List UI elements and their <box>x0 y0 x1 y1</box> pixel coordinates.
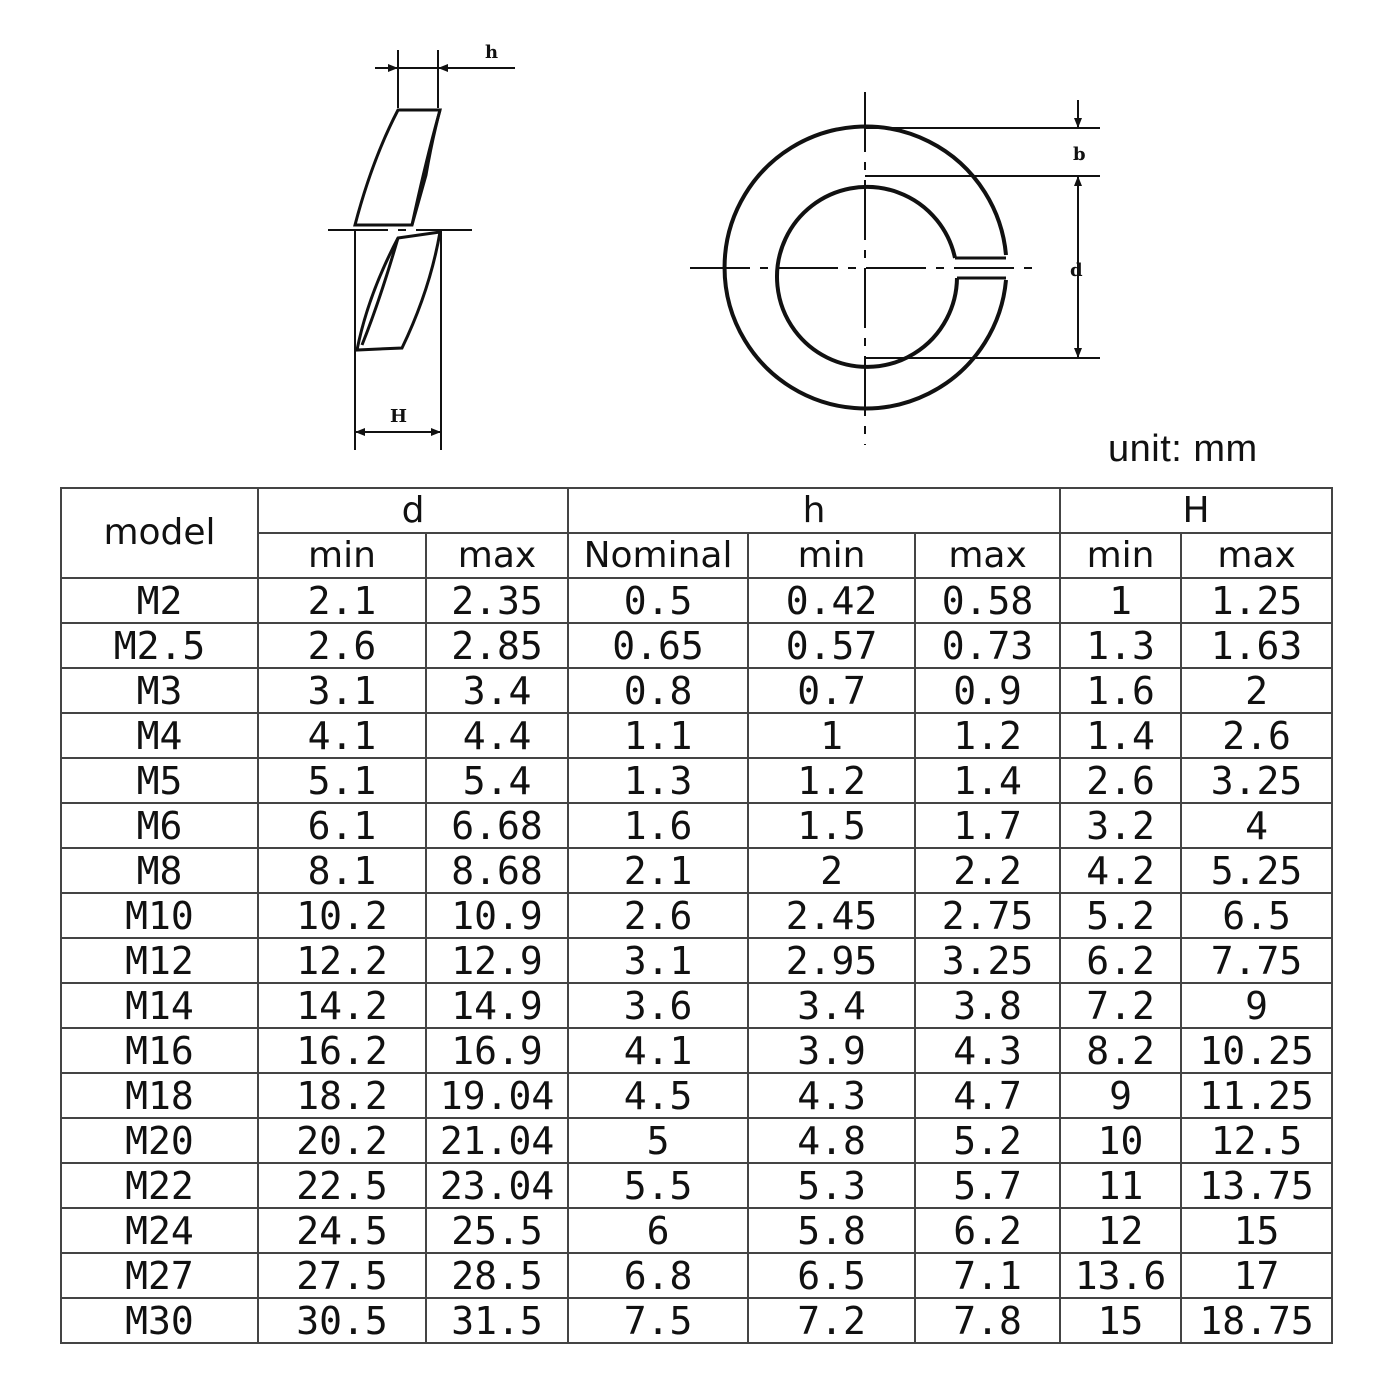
table-body <box>61 578 1332 1343</box>
cell-H-max: 9 <box>1181 983 1332 1028</box>
cell-d-max: 10.9 <box>426 893 568 938</box>
cell-d-max: 23.04 <box>426 1163 568 1208</box>
washer-technical-drawing <box>0 0 1400 480</box>
cell-H-min: 1 <box>1060 578 1181 623</box>
cell-d-min: 8.1 <box>258 848 426 893</box>
cell-d-max: 2.35 <box>426 578 568 623</box>
cell-d-max: 5.4 <box>426 758 568 803</box>
cell-H-min: 7.2 <box>1060 983 1181 1028</box>
header-group-H: H <box>1060 488 1332 533</box>
table-row <box>61 578 1332 623</box>
cell-h-nominal: 2.6 <box>568 893 748 938</box>
cell-h-max: 7.1 <box>915 1253 1060 1298</box>
cell-H-max: 5.25 <box>1181 848 1332 893</box>
cell-h-min: 4.3 <box>748 1073 915 1118</box>
cell-model: M2.5 <box>61 623 258 668</box>
cell-h-max: 1.7 <box>915 803 1060 848</box>
cell-H-max: 13.75 <box>1181 1163 1332 1208</box>
cell-H-min: 4.2 <box>1060 848 1181 893</box>
cell-model: M2 <box>61 578 258 623</box>
cell-d-max: 25.5 <box>426 1208 568 1253</box>
cell-model: M20 <box>61 1118 258 1163</box>
cell-d-min: 16.2 <box>258 1028 426 1073</box>
cell-H-max: 10.25 <box>1181 1028 1332 1073</box>
cell-h-nominal: 7.5 <box>568 1298 748 1343</box>
cell-model: M3 <box>61 668 258 713</box>
cell-model: M16 <box>61 1028 258 1073</box>
cell-h-nominal: 0.8 <box>568 668 748 713</box>
cell-h-max: 5.2 <box>915 1118 1060 1163</box>
cell-h-min: 3.9 <box>748 1028 915 1073</box>
cell-h-min: 1.5 <box>748 803 915 848</box>
cell-d-max: 2.85 <box>426 623 568 668</box>
cell-h-max: 3.8 <box>915 983 1060 1028</box>
label-d: d <box>1070 260 1083 281</box>
table-header <box>61 488 1332 578</box>
cell-h-max: 6.2 <box>915 1208 1060 1253</box>
table-row <box>61 1298 1332 1343</box>
cell-H-min: 3.2 <box>1060 803 1181 848</box>
cell-H-max: 1.63 <box>1181 623 1332 668</box>
cell-d-min: 18.2 <box>258 1073 426 1118</box>
cell-h-max: 2.75 <box>915 893 1060 938</box>
table-row <box>61 893 1332 938</box>
cell-h-min: 2.95 <box>748 938 915 983</box>
cell-d-max: 8.68 <box>426 848 568 893</box>
header-group-h: h <box>568 488 1060 533</box>
table-row <box>61 1028 1332 1073</box>
cell-H-max: 15 <box>1181 1208 1332 1253</box>
cell-d-max: 14.9 <box>426 983 568 1028</box>
header-group-d: d <box>258 488 568 533</box>
table-row <box>61 848 1332 893</box>
cell-d-max: 31.5 <box>426 1298 568 1343</box>
cell-d-max: 28.5 <box>426 1253 568 1298</box>
cell-h-nominal: 5.5 <box>568 1163 748 1208</box>
cell-H-max: 17 <box>1181 1253 1332 1298</box>
cell-d-max: 12.9 <box>426 938 568 983</box>
cell-h-nominal: 6 <box>568 1208 748 1253</box>
cell-h-max: 0.58 <box>915 578 1060 623</box>
cell-model: M12 <box>61 938 258 983</box>
header-model: model <box>61 488 258 578</box>
cell-H-max: 7.75 <box>1181 938 1332 983</box>
cell-model: M8 <box>61 848 258 893</box>
label-h: h <box>485 42 499 63</box>
cell-h-nominal: 0.65 <box>568 623 748 668</box>
header-h-min: min <box>748 533 915 578</box>
table-row <box>61 938 1332 983</box>
cell-h-nominal: 0.5 <box>568 578 748 623</box>
cell-h-min: 2.45 <box>748 893 915 938</box>
cell-h-min: 4.8 <box>748 1118 915 1163</box>
cell-h-nominal: 3.6 <box>568 983 748 1028</box>
cell-d-min: 10.2 <box>258 893 426 938</box>
cell-d-min: 5.1 <box>258 758 426 803</box>
cell-H-min: 2.6 <box>1060 758 1181 803</box>
table-row <box>61 1118 1332 1163</box>
cell-d-min: 2.1 <box>258 578 426 623</box>
cell-model: M22 <box>61 1163 258 1208</box>
cell-h-nominal: 4.5 <box>568 1073 748 1118</box>
cell-H-max: 11.25 <box>1181 1073 1332 1118</box>
cell-H-max: 2.6 <box>1181 713 1332 758</box>
cell-h-max: 1.4 <box>915 758 1060 803</box>
cell-h-min: 0.7 <box>748 668 915 713</box>
washer-side-view <box>328 50 515 450</box>
table-row <box>61 1163 1332 1208</box>
header-d-max: max <box>426 533 568 578</box>
cell-d-min: 4.1 <box>258 713 426 758</box>
cell-model: M30 <box>61 1298 258 1343</box>
cell-H-min: 1.6 <box>1060 668 1181 713</box>
cell-d-max: 21.04 <box>426 1118 568 1163</box>
cell-h-max: 7.8 <box>915 1298 1060 1343</box>
cell-d-min: 20.2 <box>258 1118 426 1163</box>
table-row <box>61 623 1332 668</box>
cell-h-nominal: 4.1 <box>568 1028 748 1073</box>
label-b: b <box>1073 144 1086 165</box>
cell-h-min: 2 <box>748 848 915 893</box>
cell-H-min: 1.3 <box>1060 623 1181 668</box>
cell-h-min: 7.2 <box>748 1298 915 1343</box>
cell-h-max: 4.7 <box>915 1073 1060 1118</box>
header-H-max: max <box>1181 533 1332 578</box>
cell-H-min: 10 <box>1060 1118 1181 1163</box>
cell-h-min: 0.42 <box>748 578 915 623</box>
header-h-nominal: Nominal <box>568 533 748 578</box>
cell-h-min: 1 <box>748 713 915 758</box>
cell-H-min: 5.2 <box>1060 893 1181 938</box>
cell-h-nominal: 5 <box>568 1118 748 1163</box>
cell-H-max: 4 <box>1181 803 1332 848</box>
cell-h-min: 0.57 <box>748 623 915 668</box>
header-h-max: max <box>915 533 1060 578</box>
cell-H-max: 12.5 <box>1181 1118 1332 1163</box>
cell-d-max: 4.4 <box>426 713 568 758</box>
cell-H-max: 18.75 <box>1181 1298 1332 1343</box>
cell-model: M5 <box>61 758 258 803</box>
cell-H-min: 13.6 <box>1060 1253 1181 1298</box>
cell-h-min: 5.3 <box>748 1163 915 1208</box>
cell-h-max: 0.9 <box>915 668 1060 713</box>
cell-d-max: 3.4 <box>426 668 568 713</box>
cell-model: M14 <box>61 983 258 1028</box>
cell-d-min: 30.5 <box>258 1298 426 1343</box>
table-row <box>61 983 1332 1028</box>
cell-H-max: 3.25 <box>1181 758 1332 803</box>
washer-front-view <box>690 92 1100 445</box>
cell-d-min: 2.6 <box>258 623 426 668</box>
cell-d-min: 12.2 <box>258 938 426 983</box>
table-row <box>61 713 1332 758</box>
cell-d-min: 6.1 <box>258 803 426 848</box>
cell-h-max: 1.2 <box>915 713 1060 758</box>
cell-h-min: 6.5 <box>748 1253 915 1298</box>
cell-h-nominal: 1.3 <box>568 758 748 803</box>
cell-H-min: 9 <box>1060 1073 1181 1118</box>
unit-label: unit: mm <box>1108 428 1258 470</box>
cell-h-min: 1.2 <box>748 758 915 803</box>
cell-h-nominal: 3.1 <box>568 938 748 983</box>
cell-d-max: 19.04 <box>426 1073 568 1118</box>
cell-h-max: 5.7 <box>915 1163 1060 1208</box>
cell-h-max: 3.25 <box>915 938 1060 983</box>
spring-washer-spec-table <box>60 487 1333 1344</box>
cell-h-nominal: 1.6 <box>568 803 748 848</box>
cell-h-nominal: 1.1 <box>568 713 748 758</box>
table-row <box>61 1253 1332 1298</box>
cell-model: M10 <box>61 893 258 938</box>
cell-H-min: 1.4 <box>1060 713 1181 758</box>
cell-H-min: 6.2 <box>1060 938 1181 983</box>
cell-d-min: 27.5 <box>258 1253 426 1298</box>
table-row <box>61 1208 1332 1253</box>
cell-H-min: 15 <box>1060 1298 1181 1343</box>
table-row <box>61 758 1332 803</box>
cell-d-max: 6.68 <box>426 803 568 848</box>
label-H: H <box>390 406 408 427</box>
cell-d-max: 16.9 <box>426 1028 568 1073</box>
cell-d-min: 24.5 <box>258 1208 426 1253</box>
cell-model: M6 <box>61 803 258 848</box>
cell-H-max: 2 <box>1181 668 1332 713</box>
cell-model: M24 <box>61 1208 258 1253</box>
table-row <box>61 803 1332 848</box>
cell-h-max: 4.3 <box>915 1028 1060 1073</box>
cell-h-max: 2.2 <box>915 848 1060 893</box>
header-d-min: min <box>258 533 426 578</box>
table-row <box>61 668 1332 713</box>
cell-H-min: 11 <box>1060 1163 1181 1208</box>
cell-H-min: 12 <box>1060 1208 1181 1253</box>
cell-h-min: 3.4 <box>748 983 915 1028</box>
cell-H-max: 1.25 <box>1181 578 1332 623</box>
cell-h-max: 0.73 <box>915 623 1060 668</box>
cell-d-min: 14.2 <box>258 983 426 1028</box>
table-row <box>61 1073 1332 1118</box>
cell-model: M4 <box>61 713 258 758</box>
cell-h-nominal: 6.8 <box>568 1253 748 1298</box>
cell-h-min: 5.8 <box>748 1208 915 1253</box>
cell-d-min: 22.5 <box>258 1163 426 1208</box>
header-H-min: min <box>1060 533 1181 578</box>
cell-model: M18 <box>61 1073 258 1118</box>
cell-model: M27 <box>61 1253 258 1298</box>
cell-d-min: 3.1 <box>258 668 426 713</box>
cell-H-min: 8.2 <box>1060 1028 1181 1073</box>
cell-H-max: 6.5 <box>1181 893 1332 938</box>
cell-h-nominal: 2.1 <box>568 848 748 893</box>
